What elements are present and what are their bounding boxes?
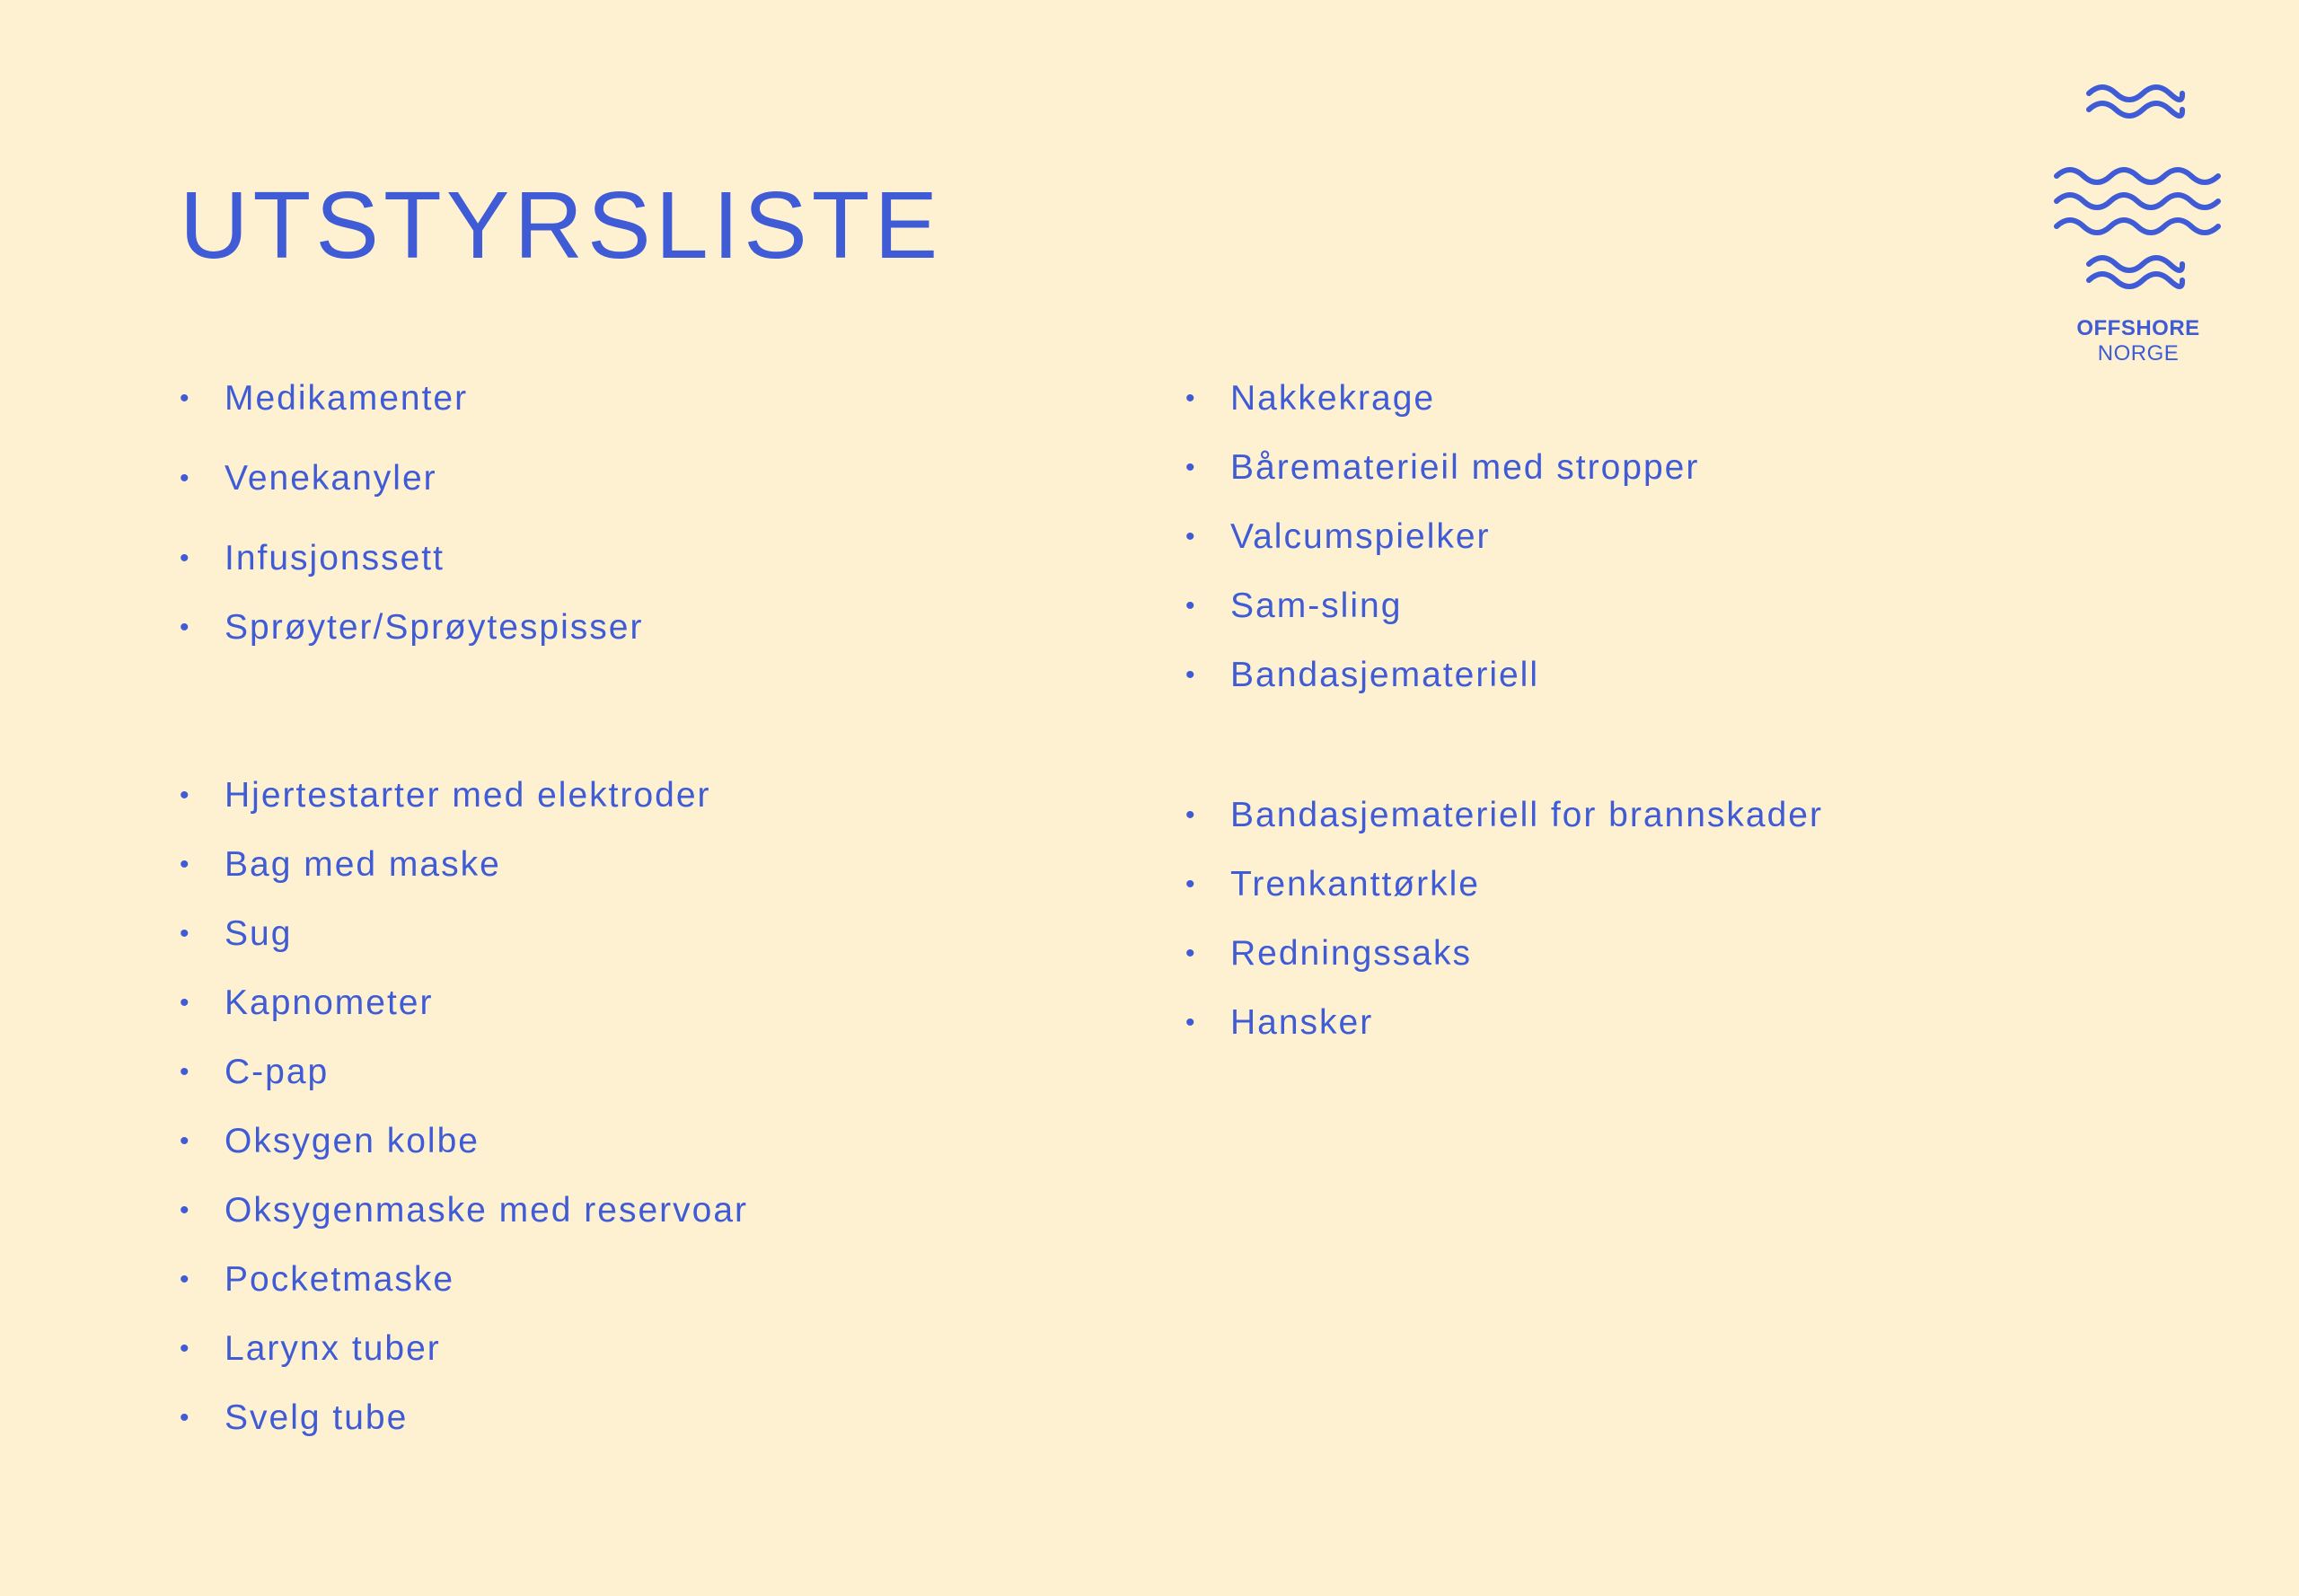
- list-item: • Pocketmaske: [180, 1262, 748, 1297]
- list-item: • Trenkanttørkle: [1185, 867, 1823, 902]
- list-item: • Bandasjemateriell for brannskader: [1185, 798, 1823, 833]
- right-list-group-2: [1185, 798, 1823, 1074]
- right-list-group-1: [1185, 381, 1699, 727]
- list-item: • Svelg tube: [180, 1400, 748, 1435]
- logo-text-regular: NORGE: [2097, 341, 2180, 366]
- left-list-group-2: [180, 778, 748, 1469]
- list-item: • Bandasjemateriell: [1185, 657, 1699, 692]
- list-item: • Sug: [180, 916, 748, 951]
- list-item: • Valcumspielker: [1185, 519, 1699, 554]
- list-item: • Medikamenter: [180, 381, 643, 416]
- list-item: • Infusjonssett: [180, 541, 643, 576]
- waves-icon: [2044, 75, 2233, 345]
- list-item: • Sam-sling: [1185, 588, 1699, 623]
- list-item: • Sprøyter/Sprøytespisser: [180, 610, 643, 645]
- logo-text: [2044, 316, 2233, 366]
- list-item: • C-pap: [180, 1054, 748, 1089]
- list-item: • Hjertestarter med elektroder: [180, 778, 748, 813]
- list-item: • Larynx tuber: [180, 1331, 748, 1366]
- list-item: • Nakkekrage: [1185, 381, 1699, 416]
- list-item: • Venekanyler: [180, 461, 643, 496]
- left-list-group-1: [180, 381, 643, 690]
- list-item: • Bårematerieil med stropper: [1185, 450, 1699, 485]
- list-item: • Hansker: [1185, 1005, 1823, 1040]
- list-item: • Oksygenmaske med reservoar: [180, 1193, 748, 1228]
- list-item: • Bag med maske: [180, 847, 748, 882]
- logo-text-bold: OFFSHORE: [2076, 316, 2200, 340]
- list-item: • Kapnometer: [180, 985, 748, 1020]
- page-title: UTSTYRSLISTE: [180, 172, 943, 278]
- list-item: • Redningssaks: [1185, 936, 1823, 971]
- list-item: • Oksygen kolbe: [180, 1124, 748, 1159]
